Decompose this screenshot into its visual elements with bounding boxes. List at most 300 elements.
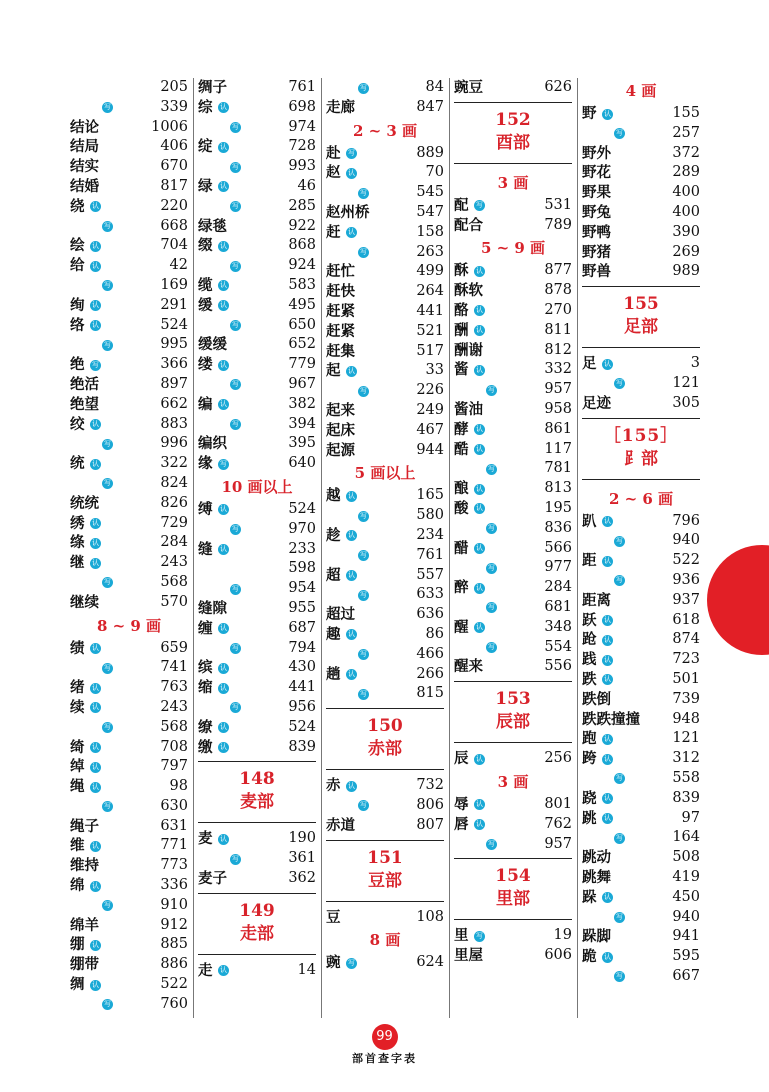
entry-row <box>454 301 572 321</box>
write-badge-icon: 写 <box>232 321 239 330</box>
page-ref: 264 <box>416 283 444 300</box>
write-badge-icon: 写 <box>348 149 355 158</box>
read-badge-icon: 认 <box>220 743 227 751</box>
page-ref: 226 <box>416 382 444 399</box>
page-ref: 441 <box>288 679 316 696</box>
entry-row <box>70 514 188 534</box>
column-2 <box>198 78 316 980</box>
entry-row <box>70 256 188 276</box>
entry-row <box>326 566 444 586</box>
entry-word: 趣 <box>326 625 341 643</box>
read-badge-icon: 认 <box>348 228 355 237</box>
page-ref: 348 <box>544 618 572 635</box>
entry-word: 酬谢 <box>454 341 483 359</box>
write-badge-icon: 写 <box>488 563 495 572</box>
radical-name: 麦部 <box>240 792 274 813</box>
page-ref: 430 <box>288 659 316 676</box>
page-ref: 836 <box>544 519 572 536</box>
entry-word: 缀 <box>198 237 213 255</box>
entry-row <box>582 104 700 124</box>
entry-word: 赶紧 <box>326 322 355 340</box>
entry-row <box>582 749 700 769</box>
entry-row <box>326 262 444 282</box>
entry-row <box>70 375 188 395</box>
page-ref: 728 <box>288 138 316 155</box>
entry-row <box>198 355 316 375</box>
page-ref: 243 <box>160 554 188 571</box>
page-ref: 598 <box>288 560 316 577</box>
page-ref: 339 <box>160 98 188 115</box>
page-ref: 312 <box>672 750 700 767</box>
page-ref: 568 <box>160 573 188 590</box>
entry-word: 野 <box>582 105 597 122</box>
entry-word: 缆 <box>198 276 213 294</box>
entry-row <box>582 809 700 829</box>
entry-row <box>582 710 700 730</box>
entry-word: 绩 <box>70 639 85 657</box>
page-ref: 631 <box>160 817 188 834</box>
entry-row <box>454 420 572 440</box>
page-ref: 1006 <box>151 118 188 135</box>
entry-word: 绝 <box>70 356 85 374</box>
entry-word: 酥软 <box>454 282 483 300</box>
entry-word: 跑 <box>582 730 597 748</box>
page-ref: 289 <box>672 164 700 181</box>
entry-row <box>582 394 700 414</box>
page-ref: 668 <box>160 217 188 234</box>
entry-row <box>198 500 316 520</box>
page-ref: 640 <box>288 455 316 472</box>
entry-row <box>582 223 700 243</box>
entry-row <box>198 599 316 619</box>
page-ref: 630 <box>160 797 188 814</box>
entry-row <box>198 658 316 678</box>
stroke-subheading: 3 画 <box>497 173 529 192</box>
page-ref: 944 <box>416 441 444 458</box>
page-ref: 956 <box>288 698 316 715</box>
read-badge-icon: 认 <box>220 400 227 409</box>
entry-word: 跌 <box>582 670 597 688</box>
entry-row <box>70 78 188 98</box>
entry-row <box>326 223 444 243</box>
entry-row <box>70 658 188 678</box>
entry-row <box>454 519 572 539</box>
page-ref: 332 <box>544 361 572 378</box>
entry-row <box>70 896 188 916</box>
entry-word: 跌倒 <box>582 690 611 708</box>
page-ref: 441 <box>416 302 444 319</box>
read-badge-icon: 认 <box>92 459 99 468</box>
page-ref: 284 <box>160 534 188 551</box>
read-badge-icon: 认 <box>92 940 99 949</box>
entry-row <box>70 415 188 435</box>
write-badge-icon: 写 <box>220 459 227 468</box>
page-ref: 839 <box>672 789 700 806</box>
read-badge-icon: 认 <box>92 980 99 989</box>
entry-word: 维持 <box>70 857 99 875</box>
entry-row <box>198 849 316 869</box>
radical-header <box>582 286 700 348</box>
read-badge-icon: 认 <box>92 420 99 429</box>
entry-row <box>70 698 188 718</box>
thumb-tab-marker <box>707 545 769 655</box>
page-ref: 817 <box>160 177 188 194</box>
page-ref: 42 <box>169 257 188 274</box>
entry-word: 配 <box>454 196 469 214</box>
entry-word: 绚 <box>70 296 85 314</box>
read-badge-icon: 认 <box>476 623 483 632</box>
entry-word: 配合 <box>454 216 483 234</box>
page-ref: 723 <box>672 651 700 668</box>
entry-word: 综 <box>198 98 213 116</box>
read-badge-icon: 认 <box>476 266 483 275</box>
entry-word: 绞 <box>70 415 85 433</box>
page-ref: 877 <box>544 262 572 279</box>
read-badge-icon: 认 <box>220 834 227 843</box>
entry-word: 编织 <box>198 435 227 453</box>
page-ref: 937 <box>672 591 700 608</box>
page-footer <box>0 1024 769 1066</box>
entry-word: 绿毯 <box>198 217 227 235</box>
entry-word: 麦 <box>198 830 213 848</box>
page-ref: 773 <box>160 857 188 874</box>
read-badge-icon: 认 <box>476 754 483 763</box>
entry-word: 起来 <box>326 401 355 419</box>
entry-row <box>198 678 316 698</box>
entry-word: 绪 <box>70 679 85 697</box>
page-ref: 395 <box>288 435 316 452</box>
page-ref: 763 <box>160 679 188 696</box>
write-badge-icon: 写 <box>104 281 111 290</box>
entry-word: 起床 <box>326 421 355 439</box>
stroke-subheading: 8 画 <box>369 931 401 950</box>
page-ref: 558 <box>672 769 700 786</box>
radical-name: 酉部 <box>496 132 530 153</box>
entry-row <box>582 591 700 611</box>
entry-row <box>198 454 316 474</box>
column-divider <box>577 78 578 1018</box>
page-ref: 46 <box>297 177 316 194</box>
page-ref: 466 <box>416 645 444 662</box>
page-ref: 729 <box>160 514 188 531</box>
page-ref: 524 <box>288 718 316 735</box>
entry-row <box>70 573 188 593</box>
page-ref: 807 <box>416 816 444 833</box>
page-ref: 993 <box>288 158 316 175</box>
write-badge-icon: 写 <box>360 188 367 197</box>
entry-row <box>582 354 700 374</box>
page-ref: 382 <box>288 395 316 412</box>
entry-row <box>326 625 444 645</box>
page-ref: 263 <box>416 243 444 260</box>
page-ref: 789 <box>544 216 572 233</box>
entry-row <box>326 163 444 183</box>
entry-word: 酵 <box>454 420 469 438</box>
stroke-subheading: 5 ~ 9 画 <box>480 239 546 258</box>
write-badge-icon: 写 <box>616 913 623 921</box>
page-ref: 554 <box>544 638 572 655</box>
entry-row <box>70 118 188 138</box>
write-badge-icon: 写 <box>232 123 239 132</box>
read-badge-icon: 认 <box>604 635 611 644</box>
entry-row <box>454 618 572 638</box>
entry-word: 络 <box>70 316 85 334</box>
entry-word: 跳 <box>582 809 597 827</box>
entry-row <box>198 137 316 157</box>
read-badge-icon: 认 <box>348 168 355 177</box>
read-badge-icon: 认 <box>604 109 611 118</box>
entry-row <box>70 916 188 936</box>
page-ref: 266 <box>416 665 444 682</box>
entry-row <box>70 955 188 975</box>
entry-word: 缭 <box>198 718 213 736</box>
page-ref: 948 <box>672 710 700 727</box>
entry-row <box>326 526 444 546</box>
page-ref: 839 <box>288 738 316 755</box>
write-badge-icon: 写 <box>360 650 367 659</box>
entry-row <box>582 789 700 809</box>
radical-name: 里部 <box>496 889 530 910</box>
entry-row <box>70 177 188 197</box>
write-badge-icon: 写 <box>104 439 111 448</box>
page-ref: 878 <box>544 282 572 299</box>
entry-row <box>198 434 316 454</box>
entry-row <box>326 322 444 342</box>
entry-row <box>454 440 572 460</box>
read-badge-icon: 认 <box>220 301 227 310</box>
write-badge-icon: 写 <box>232 584 239 593</box>
write-badge-icon: 写 <box>488 603 495 612</box>
page-ref: 285 <box>288 197 316 214</box>
entry-row <box>326 183 444 203</box>
page-ref: 970 <box>288 520 316 537</box>
page-ref: 155 <box>672 105 700 121</box>
entry-word: 野果 <box>582 184 611 202</box>
entry-word: 越 <box>326 487 341 505</box>
entry-row <box>70 98 188 118</box>
read-badge-icon: 认 <box>348 531 355 540</box>
entry-word: 跺脚 <box>582 928 611 946</box>
entry-word: 结实 <box>70 158 99 176</box>
entry-row <box>582 262 700 282</box>
entry-row <box>582 769 700 789</box>
entry-word: 跨 <box>582 750 597 768</box>
radical-name: 辰部 <box>496 712 530 733</box>
write-badge-icon: 写 <box>616 129 623 138</box>
entry-word: 醒 <box>454 618 469 636</box>
entry-row <box>198 738 316 758</box>
write-badge-icon: 写 <box>104 578 111 587</box>
write-badge-icon: 写 <box>360 551 367 560</box>
write-badge-icon: 写 <box>232 703 239 712</box>
page-ref: 974 <box>288 118 316 135</box>
radical-name: 走部 <box>240 923 274 944</box>
page-ref: 190 <box>288 830 316 847</box>
entry-word: 缓 <box>198 296 213 314</box>
page-ref: 940 <box>672 532 700 549</box>
radical-header <box>326 708 444 770</box>
page-ref: 19 <box>553 927 572 944</box>
entry-word: 唇 <box>454 815 469 833</box>
stroke-subheading: 2 ~ 6 画 <box>608 489 674 508</box>
read-badge-icon: 认 <box>220 624 227 633</box>
page-ref: 957 <box>544 381 572 398</box>
entry-row <box>326 144 444 164</box>
read-badge-icon: 认 <box>604 952 611 961</box>
read-badge-icon: 认 <box>220 545 227 554</box>
read-badge-icon: 认 <box>92 519 99 528</box>
entry-word: 缩 <box>198 679 213 697</box>
column-1 <box>70 78 188 1015</box>
entry-word: 缕 <box>198 356 213 374</box>
write-badge-icon: 写 <box>232 202 239 211</box>
entry-row <box>582 551 700 571</box>
entry-word: 酷 <box>454 440 469 458</box>
read-badge-icon: 认 <box>92 841 99 850</box>
entry-row <box>326 203 444 223</box>
entry-row <box>454 459 572 479</box>
entry-word: 缠 <box>198 619 213 637</box>
read-badge-icon: 认 <box>92 558 99 567</box>
write-badge-icon: 写 <box>348 958 355 967</box>
entry-row <box>454 380 572 400</box>
entry-row <box>326 816 444 836</box>
page-ref: 158 <box>416 223 444 240</box>
write-badge-icon: 写 <box>360 386 367 395</box>
read-badge-icon: 认 <box>220 103 227 112</box>
entry-row <box>582 967 700 987</box>
page-ref: 868 <box>288 237 316 254</box>
entry-row <box>454 795 572 815</box>
page-ref: 524 <box>160 316 188 333</box>
entry-word: 跺 <box>582 888 597 906</box>
stroke-subheading: 3 画 <box>497 772 529 791</box>
read-badge-icon: 认 <box>220 182 227 191</box>
entry-row <box>582 828 700 848</box>
column-5 <box>582 78 700 987</box>
entry-word: 走 <box>198 961 213 979</box>
write-badge-icon: 写 <box>360 248 367 257</box>
page-ref: 322 <box>160 455 188 472</box>
read-badge-icon: 认 <box>348 491 355 500</box>
entry-row <box>198 375 316 395</box>
page-ref: 522 <box>672 552 700 569</box>
entry-row <box>70 738 188 758</box>
page-ref: 761 <box>416 546 444 563</box>
page-ref: 760 <box>160 995 188 1012</box>
entry-row <box>70 678 188 698</box>
page-ref: 698 <box>288 98 316 115</box>
entry-row <box>198 395 316 415</box>
entry-row <box>198 296 316 316</box>
entry-word: 继 <box>70 554 85 572</box>
entry-word: 酪 <box>454 301 469 319</box>
entry-word: 统统 <box>70 494 99 512</box>
read-badge-icon: 认 <box>220 142 227 151</box>
entry-row <box>582 630 700 650</box>
entry-row <box>326 908 444 928</box>
entry-row <box>70 757 188 777</box>
entry-row <box>454 341 572 361</box>
entry-word: 绿 <box>198 177 213 195</box>
read-badge-icon: 认 <box>476 820 483 829</box>
entry-word: 结局 <box>70 138 99 156</box>
entry-word: 酱油 <box>454 400 483 418</box>
page-ref: 806 <box>416 796 444 813</box>
entry-row <box>70 975 188 995</box>
entry-row <box>326 645 444 665</box>
page-ref: 521 <box>416 322 444 339</box>
entry-row <box>198 829 316 849</box>
page-ref: 121 <box>672 730 700 747</box>
entry-word: 编 <box>198 395 213 413</box>
radical-number: 153 <box>495 689 531 710</box>
page-ref: 761 <box>288 79 316 95</box>
entry-row <box>198 177 316 197</box>
write-badge-icon: 写 <box>232 261 239 270</box>
write-badge-icon: 写 <box>616 972 623 981</box>
radical-header <box>454 858 572 920</box>
page-title: 部首查字表 <box>352 1052 417 1065</box>
read-badge-icon: 认 <box>348 630 355 639</box>
entry-row <box>454 321 572 341</box>
page-ref: 967 <box>288 375 316 392</box>
entry-word: 酬 <box>454 321 469 339</box>
index-page <box>70 78 702 1018</box>
entry-row <box>70 395 188 415</box>
page-ref: 910 <box>160 896 188 913</box>
read-badge-icon: 认 <box>92 743 99 751</box>
column-4 <box>454 78 572 966</box>
entry-row <box>70 316 188 336</box>
page-number: 99 <box>372 1024 398 1050</box>
entry-word: 维 <box>70 837 85 855</box>
entry-row <box>70 935 188 955</box>
entry-word: 绸 <box>70 976 85 994</box>
page-ref: 108 <box>416 908 444 925</box>
radical-number: 150 <box>367 716 403 737</box>
page-ref: 336 <box>160 877 188 894</box>
page-ref: 545 <box>416 184 444 201</box>
page-ref: 234 <box>416 526 444 543</box>
entry-word: 跄 <box>582 631 597 649</box>
page-ref: 606 <box>544 947 572 964</box>
entry-row <box>326 401 444 421</box>
entry-row <box>582 611 700 631</box>
read-badge-icon: 认 <box>476 326 483 335</box>
entry-word: 跳舞 <box>582 868 611 886</box>
write-badge-icon: 写 <box>104 1000 111 1009</box>
write-badge-icon: 写 <box>488 464 495 473</box>
entry-word: 酥 <box>454 262 469 280</box>
page-ref: 989 <box>672 263 700 280</box>
entry-row <box>582 183 700 203</box>
entry-word: 绽 <box>198 138 213 156</box>
read-badge-icon: 认 <box>604 675 611 684</box>
page-ref: 652 <box>288 336 316 353</box>
entry-row <box>198 869 316 889</box>
entry-word: 缘 <box>198 455 213 473</box>
stroke-subheading: 2 ~ 3 画 <box>352 121 418 140</box>
page-ref: 249 <box>416 401 444 418</box>
write-badge-icon: 写 <box>360 83 367 92</box>
entry-row <box>198 698 316 718</box>
entry-word: 跌跌撞撞 <box>582 710 640 728</box>
page-ref: 922 <box>288 217 316 234</box>
entry-word: 绷带 <box>70 956 99 974</box>
radical-header <box>198 893 316 955</box>
entry-row <box>454 835 572 855</box>
